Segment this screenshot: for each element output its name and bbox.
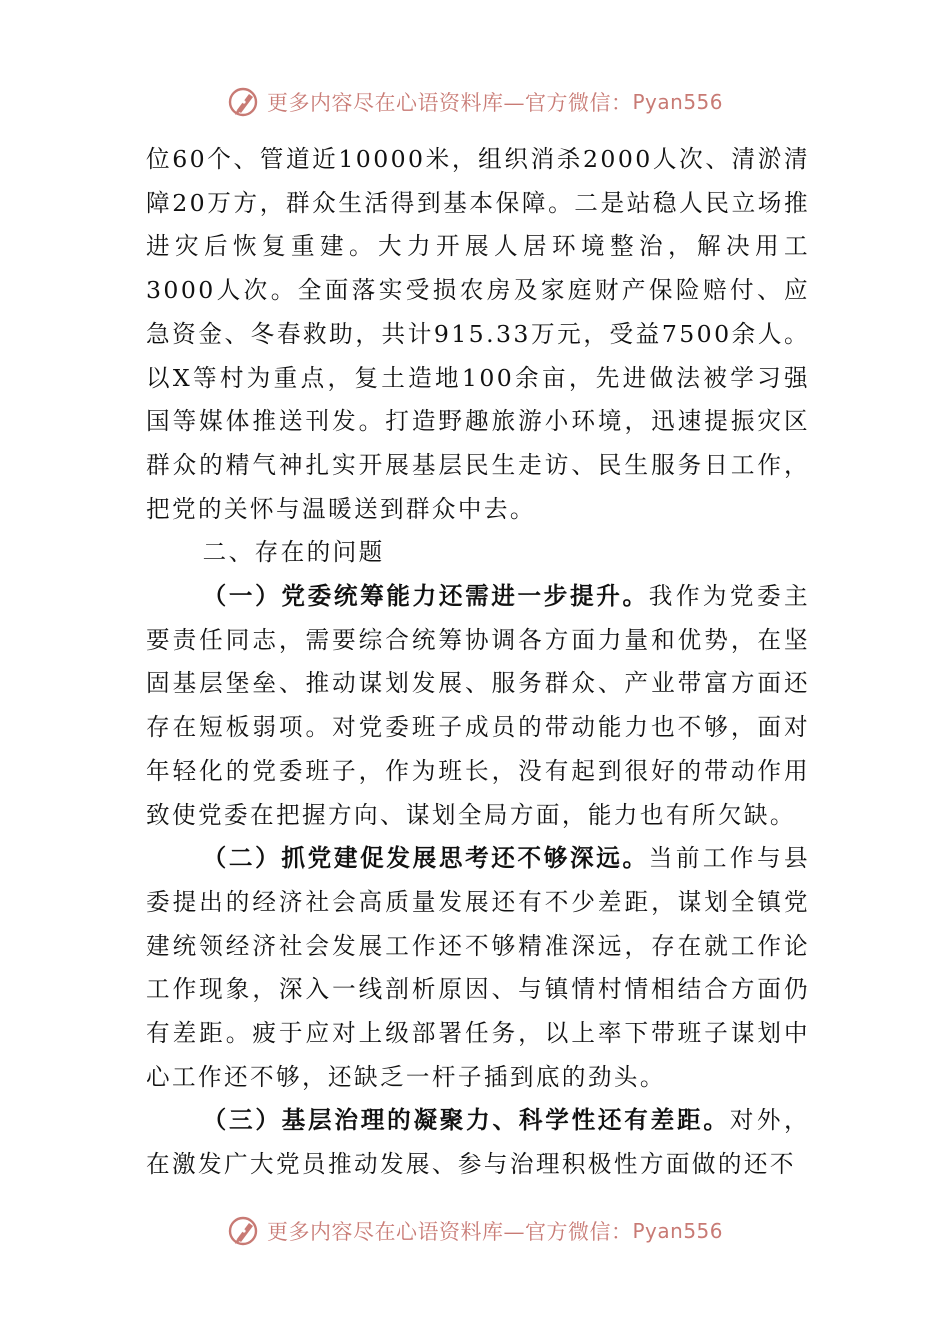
watermark-id: Pyan556	[632, 90, 723, 114]
paragraph-body-3: 对外，在激发广大党员推动发展、参与治理积极性方面做的还不	[146, 1106, 811, 1179]
watermark-text: 更多内容尽在心语资料库—官方微信：	[266, 1220, 633, 1244]
paragraph-continuation: 位60个、管道近10000米，组织消杀2000人次、清淤清障20万方，群众生活得到基本保障。二是站稳人民立场推进灾后恢复重建。大力开展人居环境整治，解决用工3000人次。全面落实受损农房及家庭财产保险赔付、应急资金、冬春救助，共计915.33万元，受益7500余人。以X等村为重点，复土造地100余亩，先进做法被学习强国等媒体推送刊发。打造野趣旅游小环境，迅速提振灾区群众的精气神扎实开展基层民生走访、民生服务日工作，把党的关怀与温暖送到群众中去。	[146, 145, 810, 523]
section-heading: 二、存在的问题	[202, 538, 385, 567]
watermark-header	[0, 82, 950, 122]
pen-nib-icon	[227, 85, 261, 119]
subheading-3: （三）基层治理的凝聚力、科学性还有差距。	[202, 1106, 730, 1135]
watermark-text: 更多内容尽在心语资料库—官方微信：	[266, 91, 633, 115]
paragraph-body-1: 我作为党委主要责任同志，需要综合统筹协调各方面力量和优势，在坚固基层堡垒、推动谋划发展、服务群众、产业带富方面还存在短板弱项。对党委班子成员的带动能力也不够，面对年轻化的党委班子，作为班长，没有起到很好的带动作用致使党委在把握方向、谋划全局方面，能力也有所欠缺。	[146, 582, 810, 829]
watermark-footer	[0, 1211, 950, 1251]
paragraph-body-2: 当前工作与县委提出的经济社会高质量发展还有不少差距，谋划全镇党建统领经济社会发展工作还不够精准深远，存在就工作论工作现象，深入一线剖析原因、与镇情村情相结合方面仍有差距。疲于应对上级部署任务，以上率下带班子谋划中心工作还不够，还缺乏一杆子插到底的劲头。	[146, 844, 810, 1091]
pen-nib-icon	[227, 1214, 261, 1248]
paragraph-item-3	[146, 1099, 810, 1186]
subheading-1: （一）党委统筹能力还需进一步提升。	[202, 582, 649, 611]
paragraph-item-1	[146, 575, 810, 837]
subheading-2: （二）抓党建促发展思考还不够深远。	[202, 844, 649, 873]
watermark-id: Pyan556	[632, 1219, 723, 1243]
document-body	[146, 138, 810, 1187]
paragraph-item-2	[146, 837, 810, 1099]
